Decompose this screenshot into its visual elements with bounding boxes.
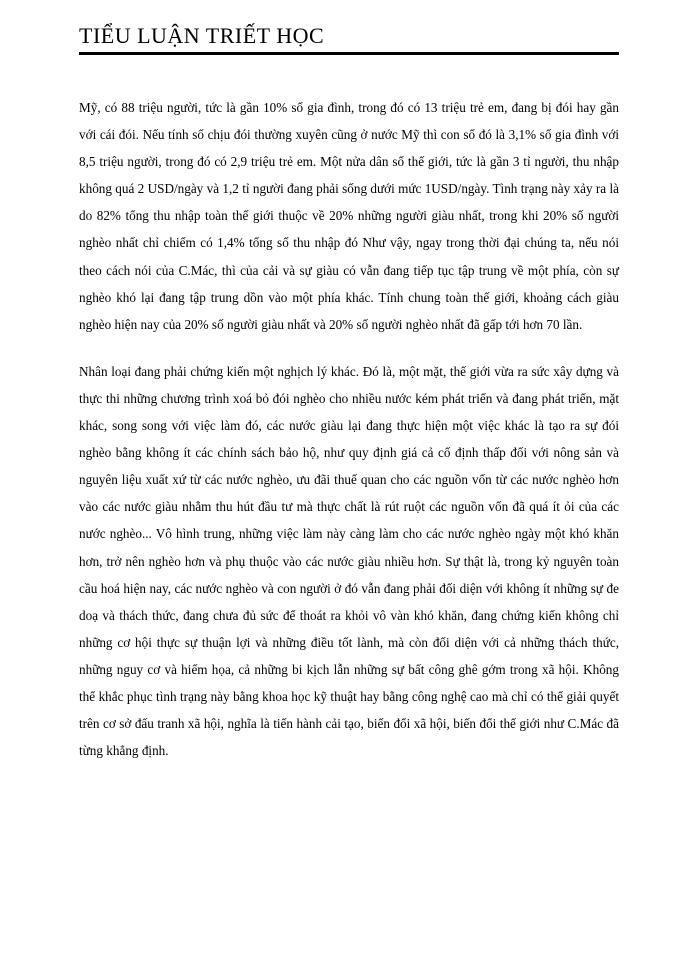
body-text xyxy=(79,94,619,764)
paragraph-2: Nhân loại đang phải chứng kiến một nghịch lý khác. Đó là, một mặt, thế giới vừa ra sức xây dựng và thực thi những chương trình xoá bỏ đói nghèo cho nhiều nước kém phát triển và đang phát triển, mặt khác, song song với việc làm đó, các nước giàu lại đang thực hiện một việc khác là tạo ra sự đói nghèo bằng không ít các chính sách bảo hộ, như quy định giá cả cố định thấp đối với nông sản và nguyên liệu xuất xứ từ các nước nghèo, ưu đãi thuế quan cho các nguồn vốn từ các nước nghèo hơn vào các nước giàu nhằm thu hút đầu tư mà thực chất là rút ruột các nguồn vốn đã quá ít ỏi của các nước nghèo... Vô hình trung, những việc làm này càng làm cho các nước nghèo ngày một khó khăn hơn, trở nên nghèo hơn và phụ thuộc vào các nước giàu nhiều hơn. Sự thật là, trong kỷ nguyên toàn cầu hoá hiện nay, các nước nghèo và con người ở đó vẫn đang phải đối diện với không ít những sự đe doạ và thách thức, đang chưa đủ sức để thoát ra khỏi vô vàn khó khăn, đang chứng kiến không chỉ những cơ hội thực sự thuận lợi và những điều tốt lành, mà còn đối diện với cả những thách thức, những nguy cơ và hiểm họa, cả những bi kịch lẫn những sự bất công ghê gớm trong xã hội. Không thể khắc phục tình trạng này bằng khoa học kỹ thuật hay bằng công nghệ cao mà chỉ có thể giải quyết trên cơ sở đấu tranh xã hội, nghĩa là tiến hành cải tạo, biến đổi xã hội, biến đổi thế giới như C.Mác đã từng khẳng định. xyxy=(79,363,619,759)
paragraph-1: Mỹ, có 88 triệu người, tức là gần 10% số gia đình, trong đó có 13 triệu trẻ em, đang bị đói hay gần với cái đói. Nếu tính số chịu đói thường xuyên cũng ở nước Mỹ thì con số đó là 3,1% số gia đình với 8,5 triệu người, trong đó có 2,9 triệu trẻ em. Một nửa dân số thế giới, tức là gần 3 tỉ người, thu nhập không quá 2 USD/ngày và 1,2 tỉ người đang phải sống dưới mức 1USD/ngày. Tình trạng này xảy ra là do 82% tổng thu nhập toàn thế giới thuộc về 20% những người giàu nhất, trong khi 20% số người nghèo nhất chỉ chiếm có 1,4% tổng số thu nhập đó Như vậy, ngay trong thời đại chúng ta, nếu nói theo cách nói của C.Mác, thì của cải và sự giàu có vẫn đang tiếp tục tập trung về một phía, còn sự nghèo khó lại đang tập trung dồn vào một phía khác. Tính chung toàn thế giới, khoảng cách giàu nghèo hiện nay của 20% số người giàu nhất và 20% số người nghèo nhất đã gấp tới hơn 70 lần. xyxy=(79,100,619,332)
header-rule xyxy=(79,52,619,55)
page-header xyxy=(79,22,619,55)
header-title: TIỂU LUẬN TRIẾT HỌC xyxy=(79,23,325,48)
